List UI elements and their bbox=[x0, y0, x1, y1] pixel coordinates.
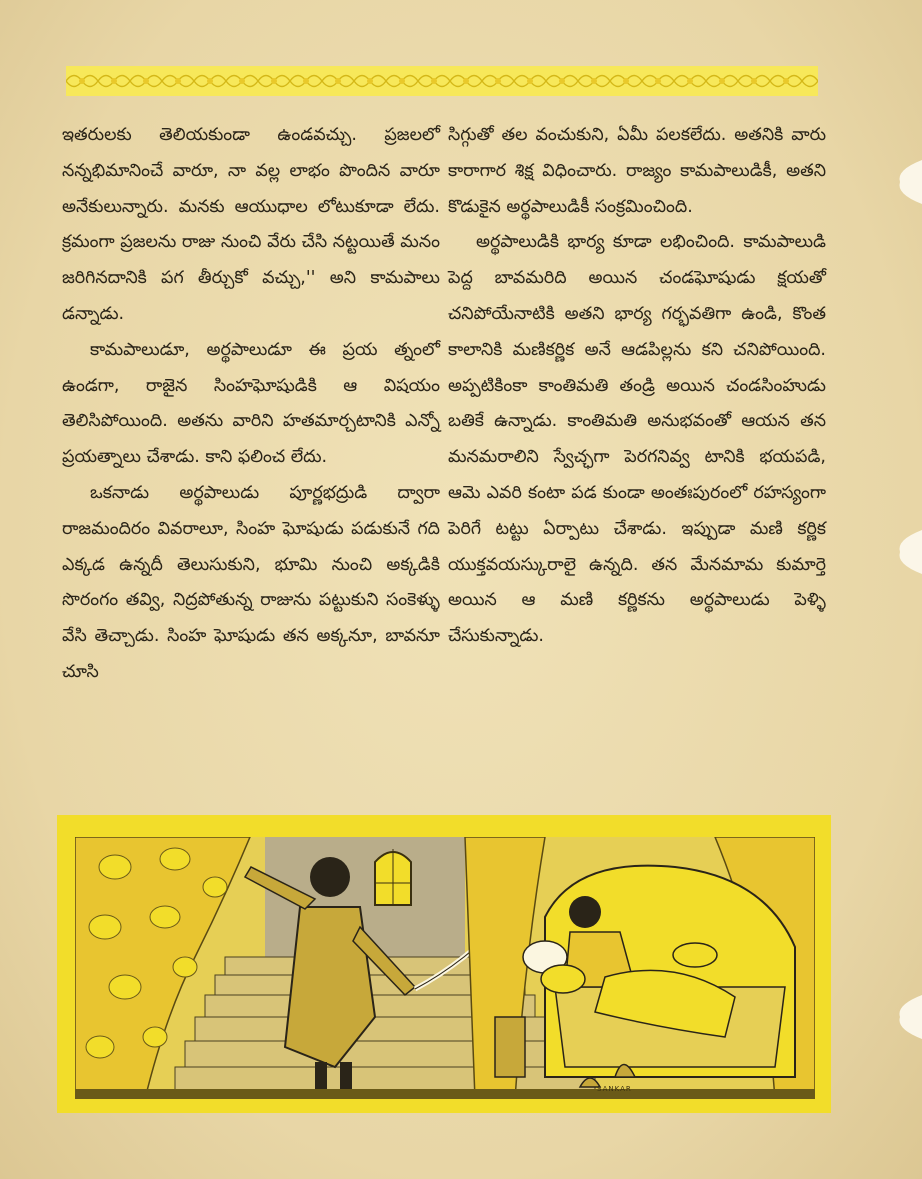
artist-signature: SANKAR bbox=[597, 1085, 632, 1093]
paragraph: కామపాలుడూ, అర్థపాలుడూ ఈ ప్రయ త్నంలో ఉండగా, రాజైన సింహఘోషుడికి ఆ విషయం తెలిసిపోయింది. అతను వారిని హతమార్చటానికి ఎన్నో ప్రయత్నాలు చేశాడు. కాని ఫలించ లేదు. bbox=[62, 339, 440, 468]
decorative-border bbox=[66, 66, 818, 96]
story-illustration bbox=[57, 815, 831, 1113]
paragraph: అర్థపాలుడికి భార్య కూడా లభించింది. కామపాలుడి పెద్ద బావమరిది అయిన చండఘోషుడు క్షయతో చనిపోయేనాటికి అతని భార్య గర్భవతిగా ఉండి, కొంత కాలానికి మణికర్ణిక అనే ఆడపిల్లను కని చనిపోయింది. అప్పటికింకా కాంతిమతి తండ్రి అయిన చండసింహుడు బతికే ఉన్నాడు. కాంతిమతి అనుభవంతో ఆయన తన మనమరాలిని స్వేచ్ఛగా పెరగనివ్వ టానికి భయపడి, ఆమె ఎవరి కంటా పడ కుండా అంతఃపురంలో రహస్యంగా పెరిగే టట్టు ఏర్పాటు చేశాడు. ఇప్పుడా మణి కర్ణిక యుక్తవయస్కురాలై ఉన్నది. తన మేనమామ కుమార్తె అయిన ఆ మణి కర్ణికను అర్థపాలుడు పెళ్ళి చేసుకున్నాడు. bbox=[448, 232, 826, 647]
page-edge-mark bbox=[882, 995, 922, 1039]
illustration-artwork bbox=[75, 837, 815, 1099]
left-text-column bbox=[62, 118, 440, 691]
paragraph: ఇతరులకు తెలియకుండా ఉండవచ్చు. ప్రజలలో నన్నభిమానించే వారూ, నా వల్ల లాభం పొందిన వారూ అనేకులున్నారు. మనకు ఆయుధాల లోటుకూడా లేదు. క్రమంగా ప్రజలను రాజు నుంచి వేరు చేసి నట్టయితే మనం జరిగినదానికి పగ తీర్చుకో వచ్చు,'' అని కామపాలు డన్నాడు. bbox=[62, 125, 440, 324]
page-edge-mark bbox=[882, 530, 922, 574]
paragraph: ఒకనాడు అర్థపాలుడు పూర్ణభద్రుడి ద్వారా రాజమందిరం వివరాలూ, సింహ ఘోషుడు పడుకునే గది ఎక్కడ ఉన్నదీ తెలుసుకుని, భూమి నుంచి అక్కడికి సొరంగం తవ్వి, నిద్రపోతున్న రాజును పట్టుకుని సంకెళ్ళు వేసి తెచ్చాడు. సింహ ఘోషుడు తన అక్కనూ, బావనూ చూసి bbox=[62, 482, 440, 682]
right-text-column bbox=[448, 118, 826, 655]
page-edge-mark bbox=[882, 160, 922, 204]
paragraph: సిగ్గుతో తల వంచుకుని, ఏమీ పలకలేదు. అతనికి వారు కారాగార శిక్ష విధించారు. రాజ్యం కామపాలుడికీ, అతని కొడుకైన అర్థపాలుడికీ సంక్రమించింది. bbox=[448, 125, 826, 217]
